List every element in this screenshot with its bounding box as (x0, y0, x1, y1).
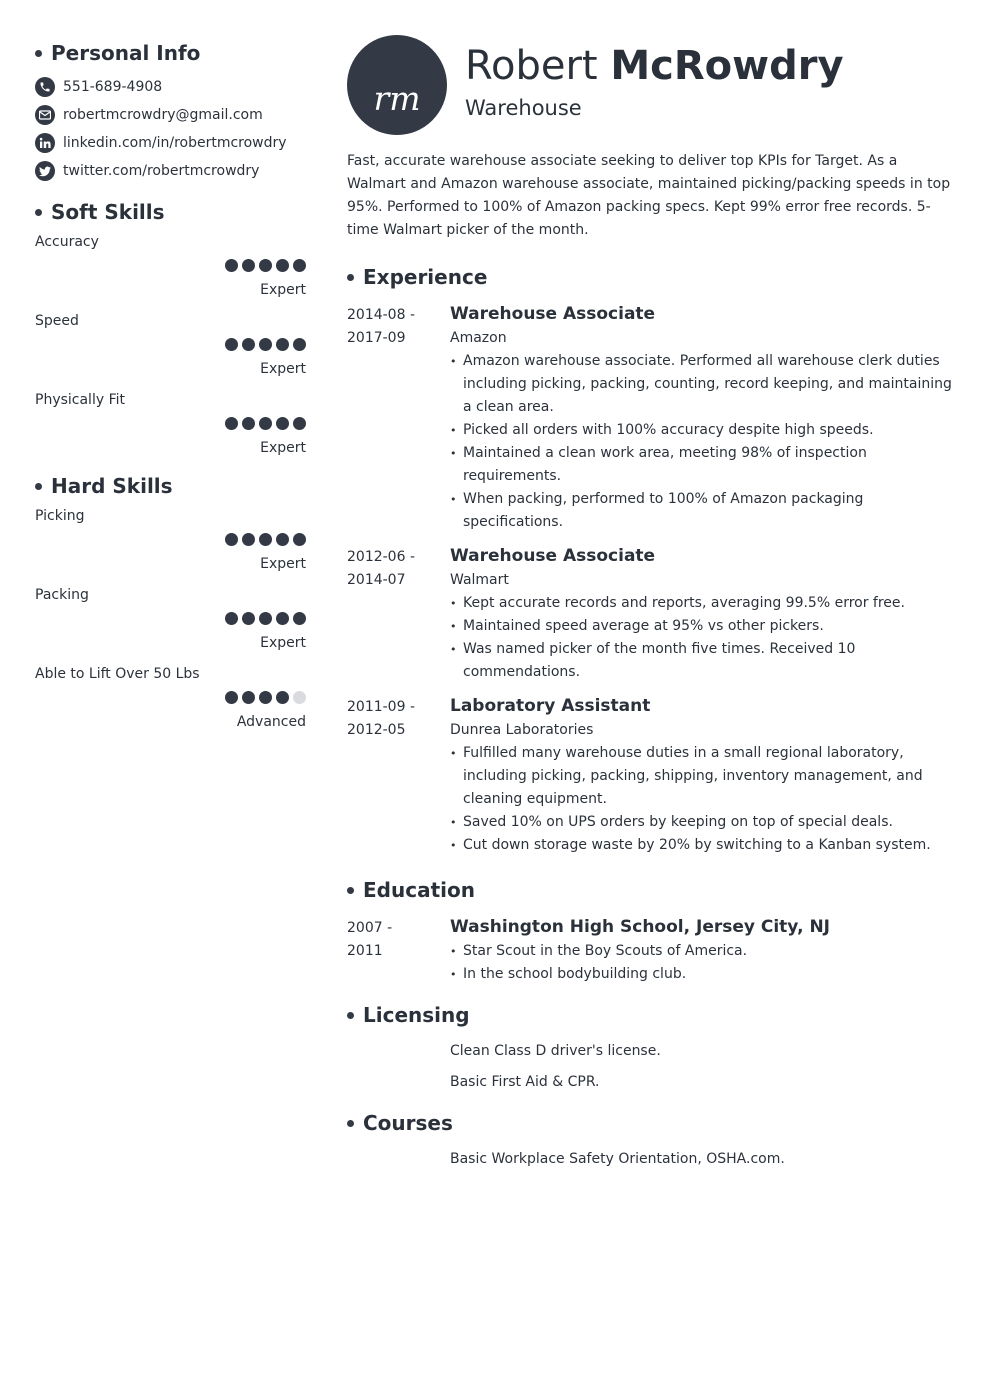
twitter-link[interactable]: twitter.com/robertmcrowdry (63, 163, 260, 179)
personal-info-heading (35, 38, 306, 68)
experience-entry (347, 302, 957, 534)
bullet-item: • Maintained speed average at 95% vs other pickers. (450, 615, 957, 638)
bullet-list (450, 592, 957, 684)
date-end: 2017-09 (347, 330, 406, 346)
skill-rating (221, 417, 306, 430)
bullet-item: • Star Scout in the Boy Scouts of America. (450, 940, 957, 963)
left-column (35, 38, 306, 744)
right-column (347, 35, 957, 1171)
rating-dot-filled (293, 533, 306, 546)
rating-dot-filled (242, 612, 255, 625)
education-heading (347, 875, 957, 905)
rating-dot-filled (242, 691, 255, 704)
bullet-item: • Maintained a clean work area, meeting 98% of inspection requirements. (450, 442, 957, 488)
bullet-item: • Picked all orders with 100% accuracy despite high speeds. (450, 419, 957, 442)
rating-dot-filled (242, 259, 255, 272)
summary-text: Fast, accurate warehouse associate seeking to deliver top KPIs for Target. As a Walmart and Amazon warehouse associate, maintained picking/packing speeds in top 95%. Performed to 100% of Amazon packing specs. Kept 99% error free records. 5-time Walmart picker of the month. (347, 153, 951, 238)
license-item: Basic First Aid & CPR. (450, 1074, 600, 1090)
bullet-dot-icon (35, 50, 42, 57)
section-title: Experience (363, 265, 488, 289)
section-title: Education (363, 878, 475, 902)
skill-level: Expert (260, 361, 306, 377)
section-title: Courses (363, 1111, 453, 1135)
experience-entry (347, 694, 957, 857)
skill-name: Physically Fit (35, 392, 125, 408)
licensing-heading (347, 1000, 957, 1030)
rating-dot-filled (259, 533, 272, 546)
rating-dot-filled (225, 533, 238, 546)
entry-date (347, 915, 450, 986)
experience-entry (347, 544, 957, 684)
entry-date (347, 544, 450, 684)
skill-level: Expert (260, 556, 306, 572)
phone-icon (35, 77, 55, 97)
entry-body (450, 915, 957, 986)
entry-title: Laboratory Assistant (450, 696, 651, 716)
rating-dot-filled (276, 691, 289, 704)
skill-item (35, 507, 306, 586)
bullet-item: • Fulfilled many warehouse duties in a small regional laboratory, including picking, packing, shipping, inventory management, and cleaning equipment. (450, 742, 957, 811)
section-title: Licensing (363, 1003, 470, 1027)
date-end: 2011 (347, 943, 383, 959)
date-start: 2011-09 - (347, 699, 415, 715)
rating-dot-filled (259, 691, 272, 704)
full-name (465, 41, 844, 91)
rating-dot-filled (259, 417, 272, 430)
date-start: 2012-06 - (347, 549, 415, 565)
rating-dot-filled (225, 338, 238, 351)
skill-level: Expert (260, 635, 306, 651)
contact-email (35, 101, 306, 129)
skill-rating (221, 338, 306, 351)
rating-dot-filled (293, 417, 306, 430)
resume-header (347, 35, 957, 135)
skill-name: Packing (35, 587, 89, 603)
avatar (347, 35, 447, 135)
entry-title: Washington High School, Jersey City, NJ (450, 917, 831, 937)
rating-dot-filled (276, 338, 289, 351)
bullet-item: • When packing, performed to 100% of Amazon packaging specifications. (450, 488, 957, 534)
date-end: 2014-07 (347, 572, 406, 588)
experience-heading (347, 262, 957, 292)
rating-dot-filled (259, 259, 272, 272)
date-start: 2007 - (347, 920, 393, 936)
skill-name: Picking (35, 508, 85, 524)
bullet-item: • Cut down storage waste by 20% by switching to a Kanban system. (450, 834, 957, 857)
bullet-dot-icon (347, 274, 354, 281)
course-item: Basic Workplace Safety Orientation, OSHA.com. (450, 1151, 785, 1167)
section-title: Soft Skills (51, 200, 165, 224)
skill-rating (221, 612, 306, 625)
rating-dot-empty (293, 691, 306, 704)
bullet-item: • Was named picker of the month five times. Received 10 commendations. (450, 638, 957, 684)
bullet-dot-icon (347, 1012, 354, 1019)
bullet-list (450, 350, 957, 534)
rating-dot-filled (225, 417, 238, 430)
skill-item (35, 233, 306, 312)
bullet-dot-icon (35, 483, 42, 490)
entry-company: Amazon (450, 330, 507, 346)
rating-dot-filled (293, 612, 306, 625)
email-link[interactable]: robertmcrowdry@gmail.com (63, 107, 263, 123)
skill-name: Accuracy (35, 234, 99, 250)
bullet-item: • Kept accurate records and reports, averaging 99.5% error free. (450, 592, 957, 615)
bullet-list (450, 940, 957, 986)
skill-level: Advanced (236, 714, 306, 730)
bullet-item: • Amazon warehouse associate. Performed all warehouse clerk duties including picking, packing, counting, record keeping, and maintaining a clean area. (450, 350, 957, 419)
rating-dot-filled (276, 612, 289, 625)
last-name: McRowdry (610, 43, 844, 89)
education-entry (347, 915, 957, 986)
bullet-dot-icon (347, 887, 354, 894)
skill-item (35, 312, 306, 391)
bullet-list (450, 742, 957, 857)
rating-dot-filled (242, 338, 255, 351)
skill-rating (221, 691, 306, 704)
rating-dot-filled (276, 259, 289, 272)
rating-dot-filled (242, 417, 255, 430)
entry-company: Dunrea Laboratories (450, 722, 594, 738)
entry-company: Walmart (450, 572, 509, 588)
date-start: 2014-08 - (347, 307, 415, 323)
skill-rating (221, 259, 306, 272)
license-item: Clean Class D driver's license. (450, 1043, 661, 1059)
avatar-initials: rm (373, 79, 421, 118)
rating-dot-filled (276, 417, 289, 430)
entry-body (450, 694, 957, 857)
job-title: Warehouse (465, 96, 582, 120)
email-icon (35, 105, 55, 125)
entry-body (450, 302, 957, 534)
rating-dot-filled (225, 259, 238, 272)
contact-linkedin (35, 129, 306, 157)
name-block (465, 35, 844, 122)
rating-dot-filled (225, 691, 238, 704)
rating-dot-filled (293, 338, 306, 351)
first-name: Robert (465, 43, 598, 89)
entry-date (347, 694, 450, 857)
rating-dot-filled (225, 612, 238, 625)
entry-body (450, 544, 957, 684)
skill-item (35, 391, 306, 470)
skill-rating (221, 533, 306, 546)
rating-dot-filled (259, 338, 272, 351)
rating-dot-filled (242, 533, 255, 546)
phone-text: 551-689-4908 (63, 79, 163, 95)
skill-name: Able to Lift Over 50 Lbs (35, 666, 200, 682)
skill-level: Expert (260, 440, 306, 456)
skill-item (35, 665, 306, 744)
rating-dot-filled (259, 612, 272, 625)
soft-skills-heading (35, 197, 306, 227)
rating-dot-filled (293, 259, 306, 272)
skill-name: Speed (35, 313, 79, 329)
linkedin-icon (35, 133, 55, 153)
entry-title: Warehouse Associate (450, 304, 656, 324)
bullet-dot-icon (35, 209, 42, 216)
linkedin-link[interactable]: linkedin.com/in/robertmcrowdry (63, 135, 287, 151)
contact-phone (35, 73, 306, 101)
section-title: Hard Skills (51, 474, 173, 498)
date-end: 2012-05 (347, 722, 406, 738)
rating-dot-filled (276, 533, 289, 546)
courses-heading (347, 1108, 957, 1138)
hard-skills-heading (35, 471, 306, 501)
entry-date (347, 302, 450, 534)
bullet-item: • Saved 10% on UPS orders by keeping on top of special deals. (450, 811, 957, 834)
skill-item (35, 586, 306, 665)
entry-title: Warehouse Associate (450, 546, 656, 566)
bullet-dot-icon (347, 1120, 354, 1127)
skill-level: Expert (260, 282, 306, 298)
contact-twitter (35, 157, 306, 185)
bullet-item: • In the school bodybuilding club. (450, 963, 957, 986)
section-title: Personal Info (51, 41, 201, 65)
twitter-icon (35, 161, 55, 181)
